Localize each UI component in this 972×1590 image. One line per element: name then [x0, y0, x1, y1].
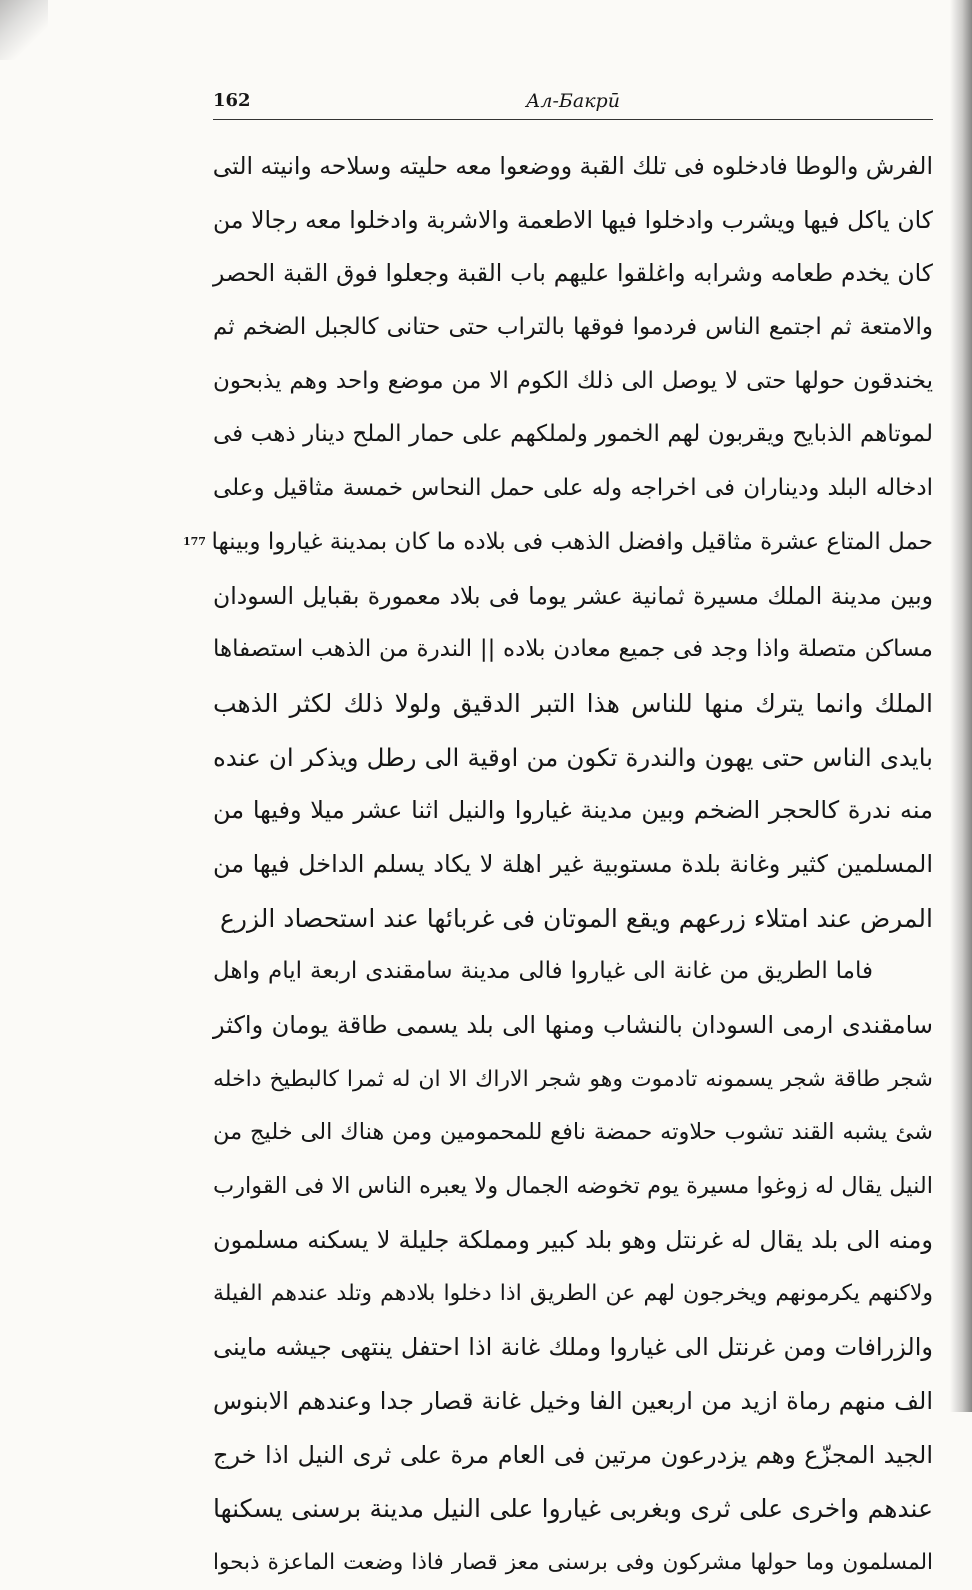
text-line: كان يخدم طعامه وشرابه واغلقوا عليهم باب القبة وجعلوا فوق القبة الحصر	[213, 259, 933, 288]
header-rule	[213, 119, 933, 120]
text-line: النيل يقال له زوغوا مسيرة يوم تخوضه الجمال ولا يعبره الناس الا فى القوارب	[213, 1173, 933, 1200]
text-line: كان ياكل فيها ويشرب وادخلوا فيها الاطعمة والاشربة وادخلوا معه رجالا من	[213, 205, 933, 234]
text-line: ولاكنهم يكرمونهم ويخرجون لهم عن الطريق اذا دخلوا بلادهم وتلد عندهم الفيلة	[213, 1281, 933, 1307]
text-line: الملك وانما يترك منها للناس هذا التبر الدقيق ولولا ذلك لكثر الذهب	[213, 688, 933, 718]
text-line: وبين مدينة الملك مسيرة ثمانية عشر يوما فى بلاد معمورة بقبايل السودان	[213, 581, 933, 610]
text-line: سامقندى ارمى السودان بالنشاب ومنها الى بلد يسمى طاقة يومان واكثر	[213, 1011, 933, 1039]
text-line: حمل المتاع عشرة مثاقيل وافضل الذهب فى بلاده ما كان بمدينة غياروا وبينها	[211, 528, 933, 555]
text-line-paragraph-start: فاما الطريق من غانة الى غياروا فالى مدينة سامقندى اربعة ايام واهل	[213, 958, 873, 985]
page-header	[213, 90, 933, 118]
text-line: الف منهم رماة ازيد من اربعين الفا وخيل غانة قصار جدا وعندهم الابنوس	[213, 1386, 933, 1415]
text-line: ادخاله البلد وديناران فى اخراجه وله على حمل النحاس خمسة مثاقيل وعلى	[213, 475, 933, 502]
text-line: عندهم واخرى على ثرى وبغربى غياروا على النيل مدينة برسنى يسكنها	[213, 1494, 933, 1524]
page-edge-shadow-left	[0, 0, 48, 60]
text-line: لموتاهم الذبايح ويقربون لهم الخمور ولملكهم على حمار الملح دينار ذهب فى	[213, 421, 933, 448]
text-line: شئ يشبه القند تشوب حلاوته حمضة نافع للمحمومين ومن هناك الى خليج من	[213, 1119, 933, 1146]
text-line: ومنه الى بلد يقال له غرنتل وهو بلد كبير ومملكة جليلة لا يسكنه مسلمون	[213, 1225, 933, 1254]
text-line: والزرافات ومن غرنتل الى غياروا وملك غانة اذا احتفل ينتهى جيشه ماينى	[213, 1333, 933, 1362]
body-text	[213, 140, 933, 1590]
running-title: Ал-Бакрӣ	[526, 90, 620, 112]
text-line-paragraph-end: المرض عند امتلاء زرعهم ويقع الموتان فى غربائها عند استحصاد الزرع	[220, 903, 933, 933]
text-line: منه ندرة كالحجر الضخم وبين مدينة غياروا والنيل اثنا عشر ميلا وفيها من	[213, 796, 933, 825]
text-line: شجر طاقة شجر يسمونه تادموت وهو شجر الاراك الا ان له ثمرا كالبطيخ داخله	[213, 1066, 933, 1092]
text-line: بايدى الناس حتى يهون والندرة تكون من اوقية الى رطل ويذكر ان عنده	[213, 742, 933, 772]
text-line: المسلمون وما حولها مشركون وفى برسنى معز قصار فاذا وضعت الماعزة ذبحوا	[213, 1549, 933, 1575]
text-line: مساكن متصلة واذا وجد فى جميع معادن بلاده || الندرة من الذهب استصفاها	[213, 636, 933, 663]
text-line: والامتعة ثم اجتمع الناس فردموا فوقها بالتراب حتى حتانى كالجبل الضخم ثم	[213, 314, 933, 341]
text-line: المسلمين كثير وغانة بلدة مستوبية غير اهلة لا يكاد يسلم الداخل فيها من	[213, 849, 933, 878]
page-number: 162	[213, 90, 251, 111]
text-line: الفرش والوطا فادخلوه فى تلك القبة ووضعوا معه حليته وسلاحه وانيته التى	[212, 152, 933, 180]
page-edge-shadow-right	[950, 0, 972, 1412]
text-line: الجيد المجزّع وهم يزدرعون مرتين فى العام مرة على ثرى النيل اذا خرج	[213, 1440, 933, 1469]
text-line: يخندقون حولها حتى لا يوصل الى ذلك الكوم الا من موضع واحد وهم يذبحون	[213, 367, 933, 394]
margin-folio-note: 177	[183, 535, 206, 548]
